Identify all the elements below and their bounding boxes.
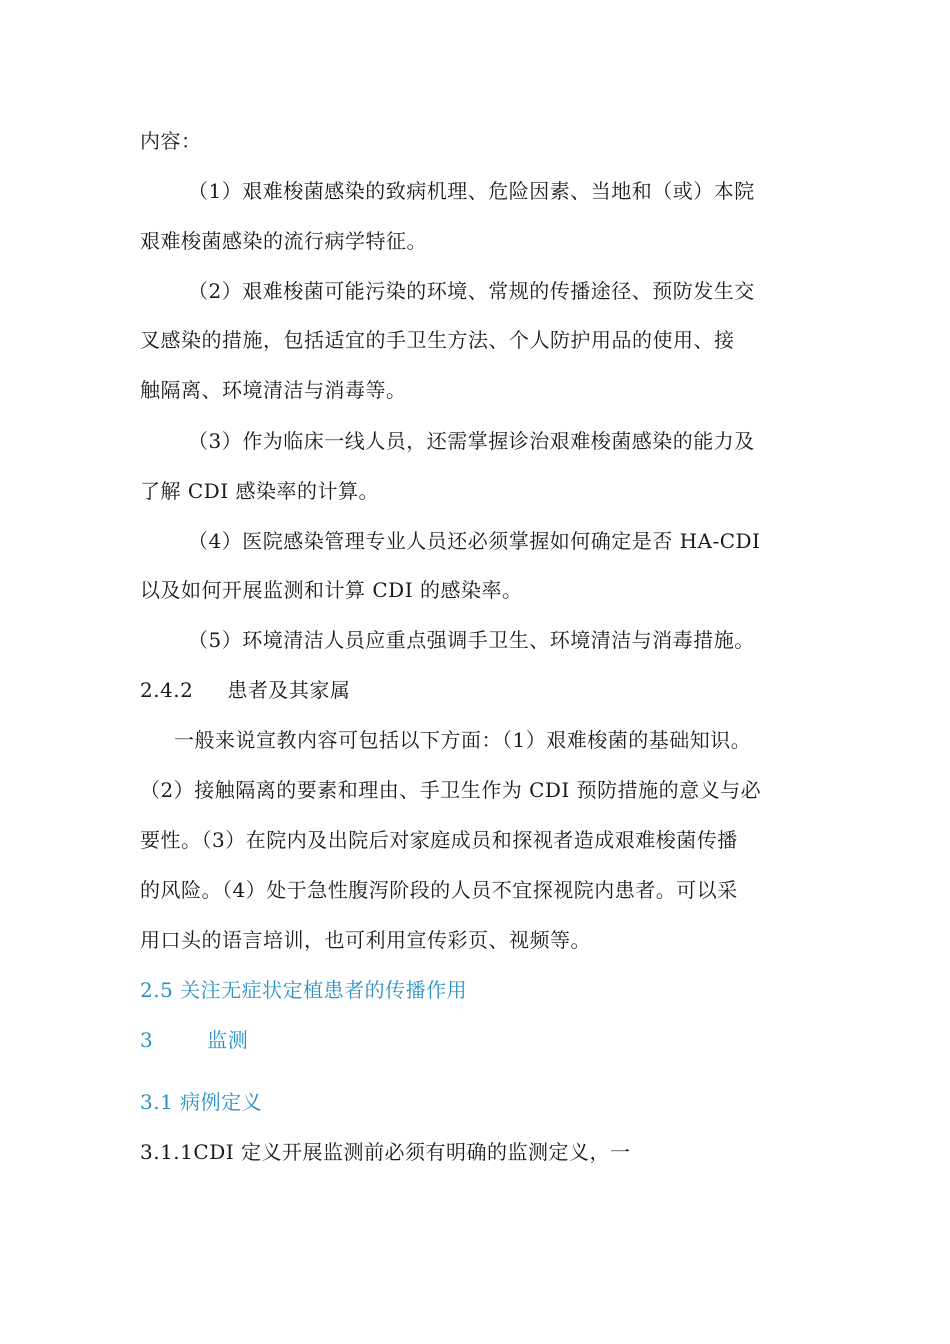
content-label: 内容：: [140, 129, 202, 153]
item-4-line-1: （4）医院感染管理专业人员还必须掌握如何确定是否 HA-CDI: [188, 529, 761, 553]
item-2-line-1: （2）艰难梭菌可能污染的环境、常规的传播途径、预防发生交: [188, 279, 755, 303]
heading-3-title: 监测: [207, 1028, 249, 1052]
section-3-1-1-line: 3.1.1CDI 定义开展监测前必须有明确的监测定义，一: [140, 1140, 631, 1164]
item-1-line-1: （1）艰难梭菌感染的致病机理、危险因素、当地和（或）本院: [188, 179, 755, 203]
heading-3-1: 3.1 病例定义: [140, 1090, 263, 1114]
family-line-1: 一般来说宣教内容可包括以下方面：（1）艰难梭菌的基础知识。: [174, 728, 752, 752]
section-number: 2.4.2: [140, 678, 194, 702]
section-2-4-2-heading: [140, 676, 350, 704]
heading-2-5: 2.5 关注无症状定植患者的传播作用: [140, 978, 468, 1002]
item-5-line-1: （5）环境清洁人员应重点强调手卫生、环境清洁与消毒措施。: [188, 628, 755, 652]
item-1-line-2: 艰难梭菌感染的流行病学特征。: [140, 229, 427, 253]
family-line-3: 要性。（3）在院内及出院后对家庭成员和探视者造成艰难梭菌传播: [140, 828, 738, 852]
item-3-line-2: 了解 CDI 感染率的计算。: [140, 479, 379, 503]
item-3-line-1: （3）作为临床一线人员，还需掌握诊治艰难梭菌感染的能力及: [188, 429, 755, 453]
family-line-5: 用口头的语言培训，也可利用宣传彩页、视频等。: [140, 928, 591, 952]
family-line-2: （2）接触隔离的要素和理由、手卫生作为 CDI 预防措施的意义与必: [140, 778, 762, 802]
family-line-4: 的风险。（4）处于急性腹泻阶段的人员不宜探视院内患者。可以采: [140, 878, 738, 902]
item-4-line-2: 以及如何开展监测和计算 CDI 的感染率。: [140, 578, 523, 602]
heading-3-number: 3: [140, 1028, 154, 1052]
item-2-line-3: 触隔离、环境清洁与消毒等。: [140, 378, 407, 402]
section-title: 患者及其家属: [227, 678, 351, 702]
heading-3: [140, 1026, 248, 1054]
item-2-line-2: 叉感染的措施，包括适宜的手卫生方法、个人防护用品的使用、接: [140, 328, 735, 352]
